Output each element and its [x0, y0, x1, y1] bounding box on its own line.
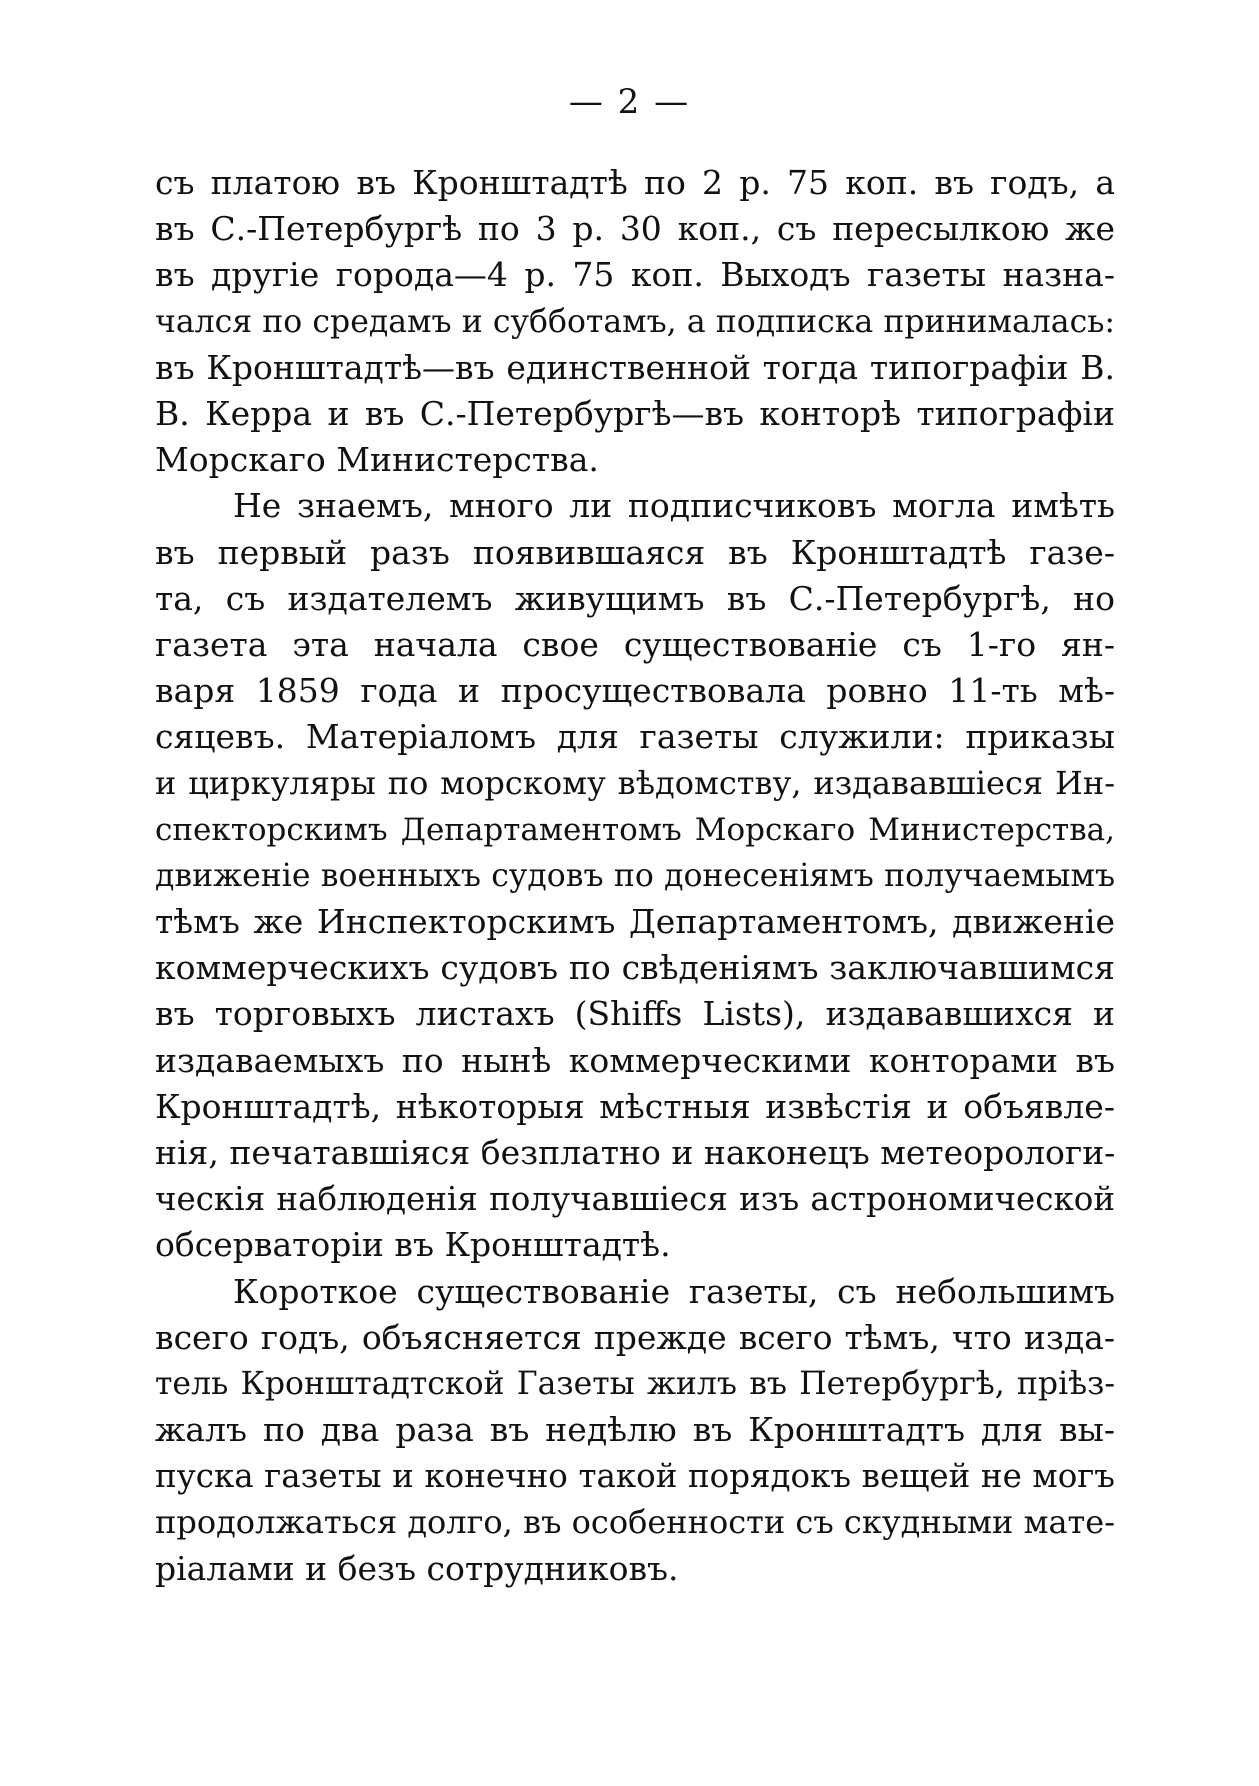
- text-line: ріалами и безъ сотрудниковъ.: [155, 1548, 679, 1588]
- text-line: въ другіе города—4 р. 75 коп. Выходъ газеты назна-: [155, 255, 1115, 295]
- text-line: въ торговыхъ листахъ (Shiffs Lists), издававшихся и: [155, 994, 1115, 1034]
- text-line: В. Керра и въ С.-Петербургѣ—въ конторѣ типографіи: [155, 393, 1115, 433]
- text-line: газета эта начала свое существованіе съ 1-го ян-: [155, 624, 1115, 664]
- text-line: та, съ издателемъ живущимъ въ С.-Петербургѣ, но: [155, 578, 1115, 618]
- text-line: Короткое существованіе газеты, съ небольшимъ: [233, 1271, 1115, 1311]
- text-line: чался по средамъ и субботамъ, а подписка принималась:: [155, 303, 1115, 340]
- text-line: ческія наблюденія получавшіеся изъ астрономической: [155, 1180, 1115, 1219]
- text-line: издаваемыхъ по нынѣ коммерческими конторами въ: [155, 1040, 1115, 1080]
- text-line: нія, печатавшіяся безплатно и наконецъ метеорологи-: [155, 1132, 1116, 1172]
- text-line: и циркуляры по морскому вѣдомству, издававшіеся Ин-: [155, 764, 1115, 803]
- text-line: съ платою въ Кронштадтѣ по 2 р. 75 коп. въ годъ, а: [155, 163, 1115, 202]
- text-line: въ С.-Петербургѣ по 3 р. 30 коп., съ пересылкою же: [155, 209, 1115, 249]
- text-line: жалъ по два раза въ недѣлю въ Кронштадтъ для вы-: [155, 1410, 1115, 1450]
- body-text: [155, 160, 1115, 1592]
- text-line: тель Кронштадтской Газеты жилъ въ Петербургѣ, пріѣз-: [155, 1365, 1115, 1402]
- text-line: движеніе военныхъ судовъ по донесеніямъ получаемымъ: [155, 857, 1115, 894]
- text-line: пуска газеты и конечно такой порядокъ вещей не могъ: [155, 1457, 1115, 1496]
- text-line: спекторскимъ Департаментомъ Морскаго Министерства,: [155, 811, 1115, 848]
- text-line: продолжаться долго, въ особенности съ скудными мате-: [155, 1503, 1115, 1542]
- text-line: коммерческихъ судовъ по свѣденіямъ заключавшимся: [155, 948, 1115, 988]
- text-line: всего годъ, объясняется прежде всего тѣмъ, что изда-: [155, 1317, 1115, 1357]
- text-line: тѣмъ же Инспекторскимъ Департаментомъ, движеніе: [155, 902, 1115, 941]
- text-line: Кронштадтѣ, нѣкоторыя мѣстныя извѣстія и объявле-: [155, 1086, 1115, 1126]
- text-line: Морскаго Министерства.: [155, 440, 599, 480]
- text-line: варя 1859 года и просуществовала ровно 11-ть мѣ-: [155, 671, 1115, 711]
- text-line: сяцевъ. Матеріаломъ для газеты служили: приказы: [155, 717, 1115, 757]
- text-line: въ первый разъ появившаяся въ Кронштадтѣ газе-: [155, 532, 1115, 572]
- text-line: обсерваторіи въ Кронштадтѣ.: [155, 1225, 671, 1265]
- text-line: Не знаемъ, много ли подписчиковъ могла имѣть: [233, 486, 1115, 526]
- page-number: — 2 —: [568, 82, 691, 122]
- text-line: въ Кронштадтѣ—въ единственной тогда типографіи В.: [155, 347, 1115, 387]
